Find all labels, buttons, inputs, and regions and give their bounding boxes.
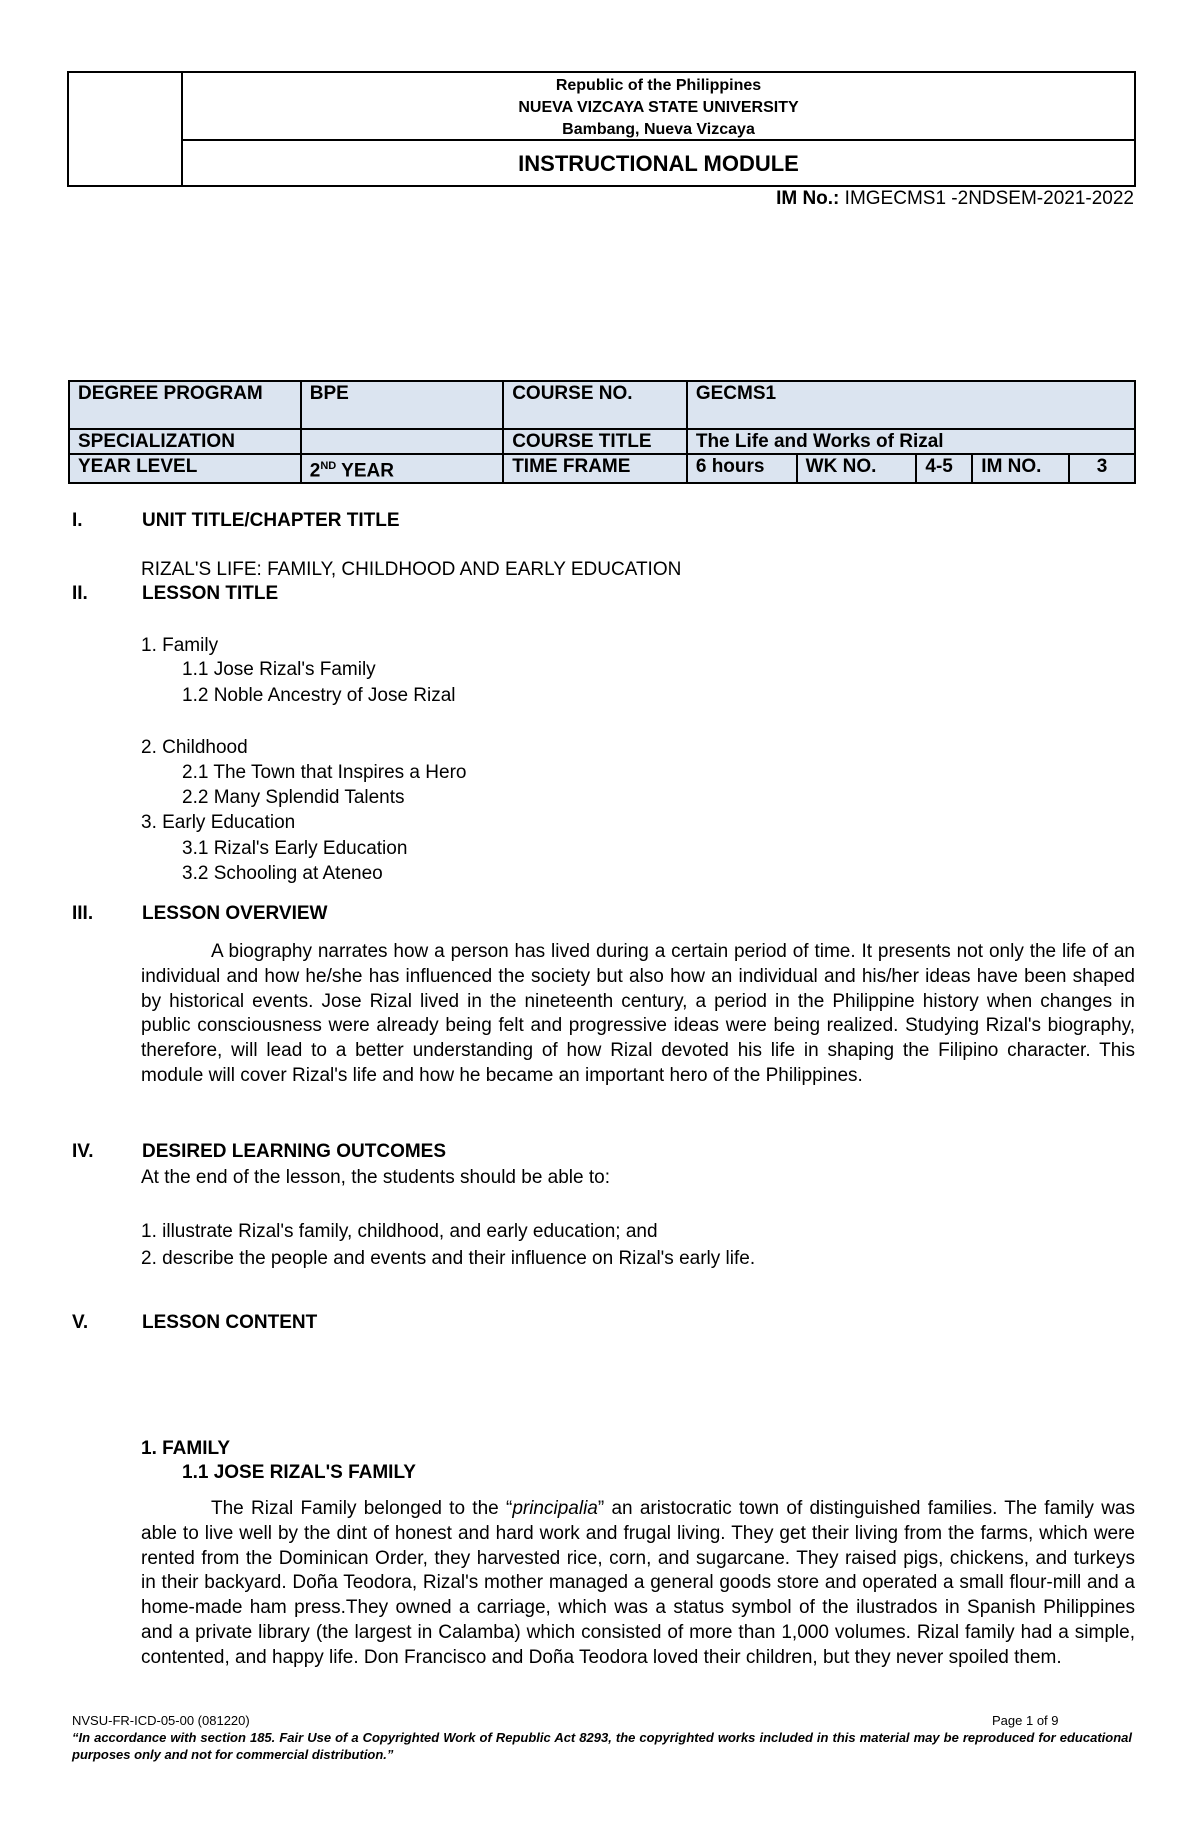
family-paragraph bbox=[141, 1497, 1135, 1671]
section-heading: UNIT TITLE/CHAPTER TITLE bbox=[142, 510, 400, 531]
im-no-label: IM NO. bbox=[972, 454, 1069, 483]
year-number: 2 bbox=[309, 460, 321, 482]
paragraph-italic-term: principalia bbox=[512, 1498, 598, 1519]
im-number-value: IMGECMS1 -2NDSEM-2021-2022 bbox=[839, 188, 1134, 209]
form-code: NVSU-FR-ICD-05-00 (081220) bbox=[72, 1713, 250, 1728]
lesson-subitem: 1.2 Noble Ancestry of Jose Rizal bbox=[182, 685, 456, 706]
outcome-item: 2. describe the people and events and their influence on Rizal's early life. bbox=[141, 1248, 756, 1269]
content-subheading: 1.1 JOSE RIZAL'S FAMILY bbox=[182, 1462, 416, 1483]
paragraph-text: The Rizal Family belonged to the “ bbox=[211, 1498, 513, 1519]
republic-line: Republic of the Philippines bbox=[555, 77, 762, 94]
section-heading: DESIRED LEARNING OUTCOMES bbox=[142, 1141, 447, 1162]
lesson-item: 3. Early Education bbox=[141, 812, 296, 833]
outcome-item: 1. illustrate Rizal's family, childhood, and early education; and bbox=[141, 1221, 658, 1242]
overview-paragraph: A biography narrates how a person has lived during a certain period of time. It presents not only the life of an individual and how he/she has influenced the society but also how an individual and his/her ideas have been shaped by historical events. Jose Rizal lived in the nineteenth century, a period in the Philippine history when changes in public consciousness were already being felt and progressive ideas were being realized. Studying Rizal's biography, therefore, will lead to a better understanding of how Rizal devoted his life in shaping the Filipino character. This module will cover Rizal's life and how he became an important hero of the Philippines. bbox=[141, 941, 1135, 1086]
unit-title-text: RIZAL'S LIFE: FAMILY, CHILDHOOD AND EARLY EDUCATION bbox=[141, 559, 682, 580]
week-no-label: WK NO. bbox=[797, 454, 917, 483]
course-no-value: GECMS1 bbox=[687, 381, 1135, 429]
lesson-subitem: 2.2 Many Splendid Talents bbox=[182, 787, 405, 808]
section-number: II. bbox=[72, 583, 88, 604]
campus-location: Bambang, Nueva Vizcaya bbox=[562, 121, 755, 138]
section-number: IV. bbox=[72, 1141, 94, 1162]
copyright-note: “In accordance with section 185. Fair Use of a Copyrighted Work of Republic Act 8293, the copyrighted works included in this material may be reproduced for educational purposes only and not for commercial distribution.” bbox=[72, 1730, 1132, 1762]
week-no-value: 4-5 bbox=[916, 454, 972, 483]
course-no-label: COURSE NO. bbox=[503, 381, 687, 429]
module-title: INSTRUCTIONAL MODULE bbox=[518, 151, 799, 176]
course-info-table bbox=[68, 380, 1136, 484]
degree-program-value: BPE bbox=[301, 381, 503, 429]
year-level-label: YEAR LEVEL bbox=[69, 454, 301, 483]
lesson-subitem: 2.1 The Town that Inspires a Hero bbox=[182, 762, 467, 783]
logo-cell bbox=[69, 73, 183, 185]
im-no-value: 3 bbox=[1069, 454, 1135, 483]
year-level-value bbox=[301, 454, 503, 483]
section-number: V. bbox=[72, 1312, 89, 1333]
year-suffix: ND bbox=[320, 460, 337, 472]
im-number-label: IM No.: bbox=[776, 188, 840, 209]
course-title-label: COURSE TITLE bbox=[503, 429, 687, 454]
specialization-value bbox=[301, 429, 503, 454]
outcomes-intro: At the end of the lesson, the students should be able to: bbox=[141, 1167, 610, 1188]
lesson-subitem: 3.1 Rizal's Early Education bbox=[182, 838, 408, 859]
lesson-item: 1. Family bbox=[141, 635, 219, 656]
university-name: NUEVA VIZCAYA STATE UNIVERSITY bbox=[518, 99, 799, 116]
im-number bbox=[776, 188, 1134, 210]
year-word: YEAR bbox=[336, 460, 394, 482]
time-frame-value: 6 hours bbox=[687, 454, 797, 483]
paragraph-text: ” an aristocratic town of distinguished families. The family was able to live well by the dint of honest and hard work and frugal living. They get their living from the farms, which were rented from the Dominican Order, they harvested rice, corn, and sugarcane. They raised pigs, chickens, and turkeys in their backyard. Doña Teodora, Rizal's mother managed a general goods store and operated a small flour-mill and a home-made ham press.They owned a carriage, which was a status symbol of the ilustrados in Spanish Philippines and a private library (the largest in Calamba) which consisted of more than 1,000 volumes. Rizal family had a simple, contented, and happy life. Don Francisco and Doña Teodora loved their children, but they never spoiled them. bbox=[141, 1498, 1135, 1668]
table-row bbox=[69, 381, 1135, 429]
page-number: Page 1 of 9 bbox=[992, 1713, 1059, 1728]
degree-program-label: DEGREE PROGRAM bbox=[69, 381, 301, 429]
section-heading: LESSON OVERVIEW bbox=[142, 903, 328, 924]
course-title-value: The Life and Works of Rizal bbox=[687, 429, 1135, 454]
lesson-subitem: 3.2 Schooling at Ateneo bbox=[182, 863, 383, 884]
specialization-label: SPECIALIZATION bbox=[69, 429, 301, 454]
table-row bbox=[69, 454, 1135, 483]
section-heading: LESSON CONTENT bbox=[142, 1312, 318, 1333]
section-heading: LESSON TITLE bbox=[142, 583, 279, 604]
header-box bbox=[67, 71, 1136, 187]
lesson-subitem: 1.1 Jose Rizal's Family bbox=[182, 659, 376, 680]
content-heading: 1. FAMILY bbox=[141, 1438, 231, 1459]
lesson-item: 2. Childhood bbox=[141, 737, 248, 758]
section-number: I. bbox=[72, 510, 83, 531]
section-number: III. bbox=[72, 903, 94, 924]
time-frame-label: TIME FRAME bbox=[503, 454, 687, 483]
institution-block bbox=[183, 73, 1134, 141]
table-row bbox=[69, 429, 1135, 454]
